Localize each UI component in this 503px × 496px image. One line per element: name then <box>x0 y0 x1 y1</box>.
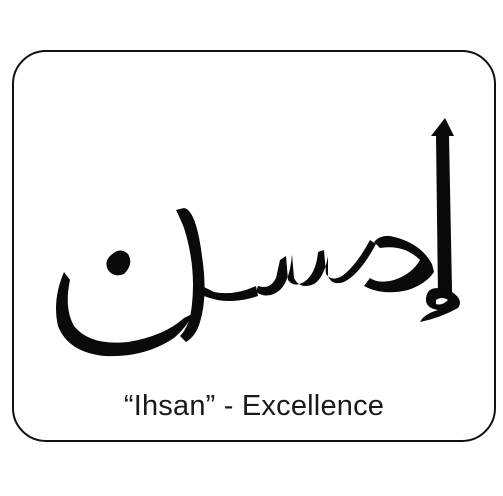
noon-letter <box>56 272 192 356</box>
seen-letter <box>256 240 376 296</box>
hamza-below <box>420 288 460 322</box>
noon-dot <box>106 250 130 275</box>
arabic-calligraphy-ihsan <box>24 60 484 360</box>
caption-text: “Ihsan” - Excellence <box>123 390 385 422</box>
baseline-stroke <box>202 286 258 301</box>
alif-stroke <box>431 118 454 298</box>
